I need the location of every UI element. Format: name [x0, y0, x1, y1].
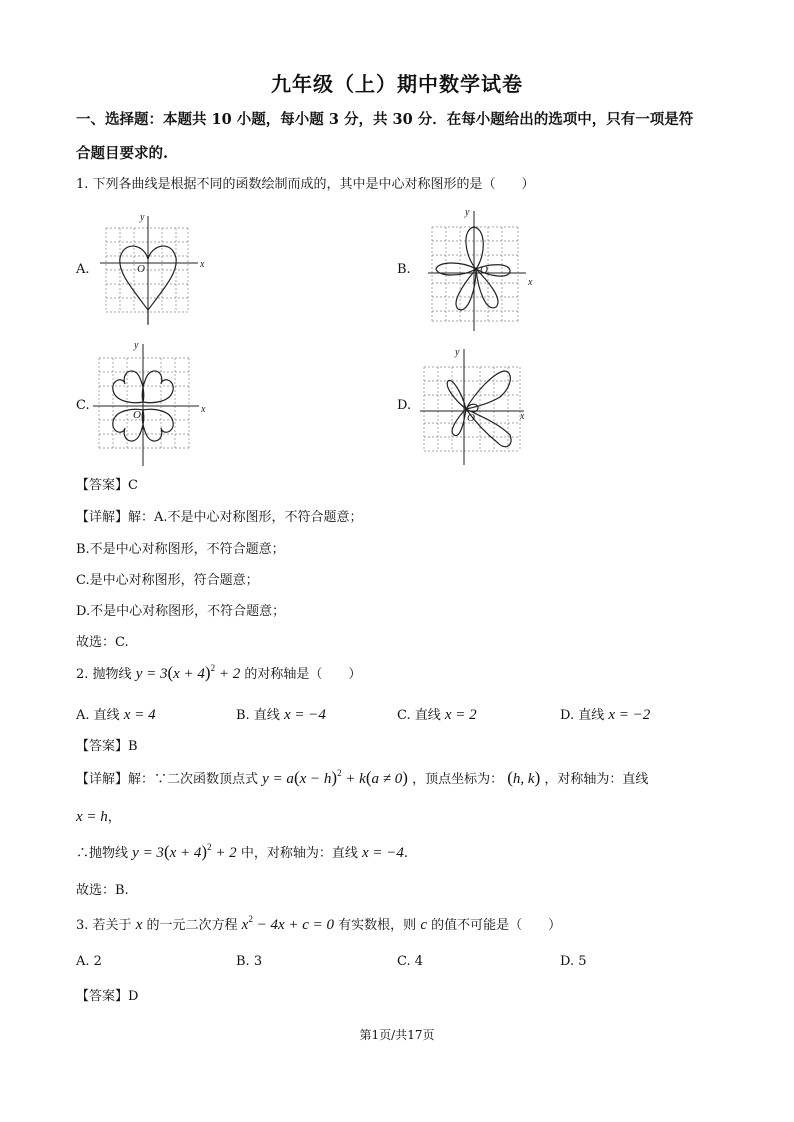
heart-lower-right [142, 409, 173, 441]
q1-detail-line3: C.是中心对称图形，符合题意； [76, 573, 259, 588]
q3-stem-prefix: 3. 若关于 [76, 918, 132, 933]
origin-label: O [137, 263, 145, 275]
q2-answer: 【答案】B [76, 739, 138, 754]
petal-curves [436, 227, 510, 310]
q2-option-c [397, 704, 477, 724]
y-axis-label: y [140, 212, 145, 223]
q3-equation: $x^2 - 4x + c = 0$ [241, 914, 335, 933]
grid-lines [424, 367, 520, 451]
q1-stem: 1. 下列各曲线是根据不同的函数绘制而成的，其中是中心对称图形的是（ ） [76, 177, 535, 192]
q1-detail-line2: B.不是中心对称图形，不符合题意； [76, 542, 285, 557]
q3-answer: 【答案】D [76, 989, 139, 1004]
q1-option-a-label: A. [76, 262, 90, 277]
x-axis-label: x [201, 404, 206, 415]
q2-vertex-form: $y = a(x - h)^2 + k(a \ne 0)$ [262, 768, 408, 787]
q2-option-d [560, 704, 650, 724]
origin-label: O [480, 264, 488, 276]
q2-stem-suffix: 的对称轴是（ ） [244, 667, 362, 682]
y-axis-label: y [465, 207, 470, 218]
q3-stem-x: x [135, 917, 143, 933]
wing-upper-right [466, 371, 510, 409]
grid-lines [99, 358, 189, 448]
q2-detail-vertex: ，顶点坐标为： [412, 772, 504, 787]
petal-top [466, 227, 483, 269]
q1-graph-d-butterfly [420, 347, 540, 467]
q2-option-b-label: B. 直线 [236, 708, 280, 723]
section-heading-line1: 一、选择题：本题共 10 小题，每小题 3 分，共 30 分．在每小题给出的选项中，只有一项是符 [76, 111, 694, 128]
q2-detail-line3-mid: 中，对称轴为：直线 [240, 846, 358, 861]
x-axis-label: x [528, 277, 533, 288]
q1-option-b-label: B. [397, 262, 411, 277]
q2-option-d-label: D. 直线 [560, 708, 605, 723]
q3-stem-c: c [420, 917, 427, 933]
q2-option-a-eq: x = 4 [123, 707, 156, 723]
q2-equation: $y = 3(x + 4)^2 + 2$ [135, 663, 241, 682]
q1-graph-a-heart [100, 210, 210, 330]
q2-option-c-eq: x = 2 [444, 707, 477, 723]
y-axis-label: y [134, 340, 139, 351]
q2-detail-equation: $y = 3(x + 4)^2 + 2$ [132, 842, 237, 861]
origin-label: O [467, 412, 475, 424]
q2-detail-line3: ∴抛物线 $y = 3(x + 4)^2 + 2$ 中，对称轴为：直线 x = −4. [76, 842, 409, 861]
q1-answer: 【答案】C [76, 478, 138, 493]
q2-detail-line3-prefix: ∴抛物线 [76, 846, 129, 861]
q2-detail-axis: ，对称轴为：直线 [544, 772, 649, 787]
q2-detail-line2: x = h， [76, 809, 121, 825]
q3-stem [76, 914, 561, 934]
q2-option-a-label: A. 直线 [76, 708, 120, 723]
q3-option-b: B. 3 [236, 954, 263, 969]
grid-lines [106, 228, 188, 312]
section-heading-line2: 合题目要求的. [76, 145, 169, 162]
q2-option-a [76, 704, 156, 724]
q2-vertex-coords: (h, k) [507, 768, 541, 787]
q3-option-a: A. 2 [76, 954, 102, 969]
x-axis-label: x [200, 259, 205, 270]
q1-option-d-label: D. [397, 398, 412, 413]
q2-option-d-eq: x = −2 [608, 707, 651, 723]
q1-detail-line1: 【详解】解：A.不是中心对称图形，不符合题意； [76, 510, 363, 525]
x-axis-label: x [520, 411, 525, 422]
q3-stem-end: 的值不可能是（ ） [431, 918, 562, 933]
origin-label: O [133, 409, 141, 421]
heart-upper-right [142, 371, 173, 403]
q1-conclusion: 故选：C. [76, 635, 129, 650]
q1-detail-line4: D.不是中心对称图形，不符合题意； [76, 604, 286, 619]
page-title: 九年级（上）期中数学试卷 [271, 72, 523, 96]
q1-graph-c-four-hearts [93, 340, 213, 470]
butterfly-curves [447, 371, 511, 447]
q2-stem-prefix: 2. 抛物线 [76, 667, 132, 682]
q3-stem-mid: 的一元二次方程 [146, 918, 238, 933]
q2-detail-line3-eq: x = −4 [361, 845, 404, 861]
q2-option-b-eq: x = −4 [283, 707, 326, 723]
q3-stem-suffix: 有实数根，则 [338, 918, 417, 933]
q3-option-d: D. 5 [560, 954, 587, 969]
q2-option-b [236, 704, 326, 724]
q2-conclusion: 故选：B. [76, 883, 129, 898]
q2-detail-prefix: 【详解】解：∵二次函数顶点式 [76, 772, 259, 787]
q2-option-c-label: C. 直线 [397, 708, 441, 723]
q1-graph-b-petals [428, 205, 538, 335]
page-footer: 第1页/共17页 [359, 1028, 435, 1042]
q2-stem [76, 663, 361, 683]
q2-detail-line1 [76, 768, 648, 788]
y-axis-label: y [455, 347, 460, 358]
heart-upper-left [113, 371, 144, 403]
q2-detail-xh: x = h [76, 809, 108, 825]
q1-option-c-label: C. [76, 398, 90, 413]
q3-option-c: C. 4 [397, 954, 424, 969]
